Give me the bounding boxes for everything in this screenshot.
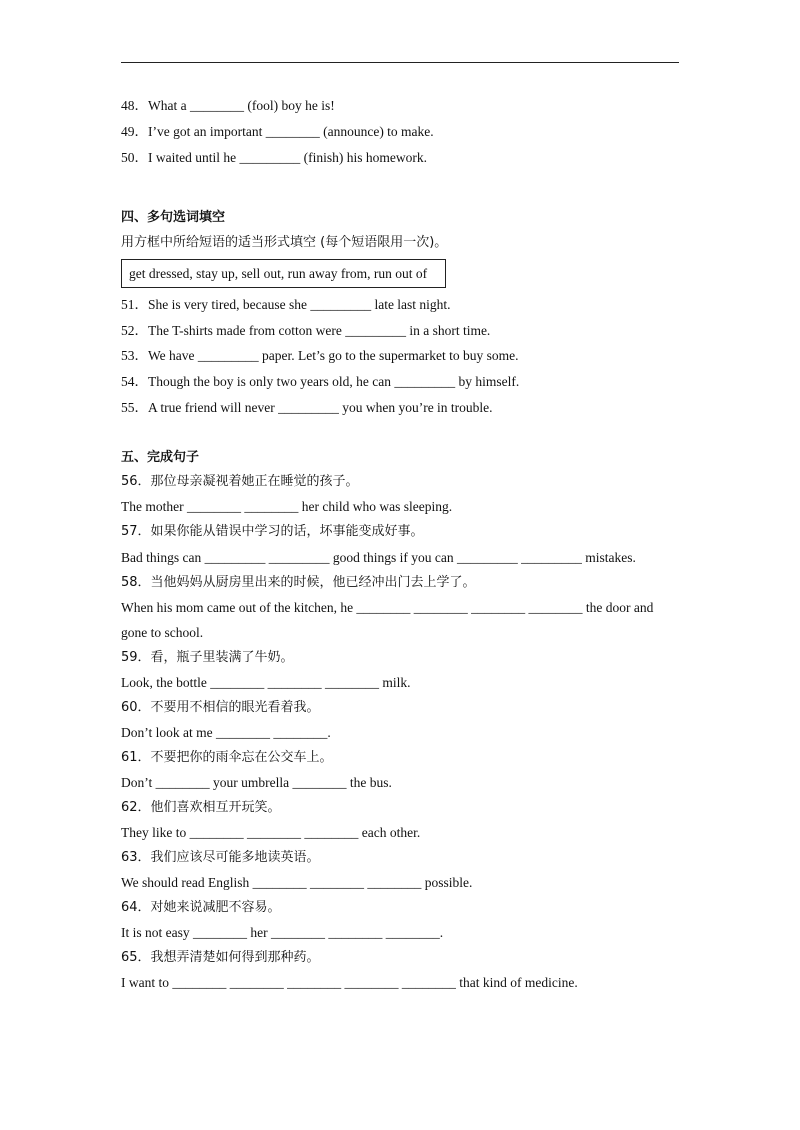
question-61-cn: 61．不要把你的雨伞忘在公交车上。 bbox=[121, 750, 333, 765]
question-64-en: It is not easy ________ her ________ ________ ________. bbox=[121, 925, 444, 940]
question-63-cn: 63．我们应该尽可能多地读英语。 bbox=[121, 850, 320, 865]
question-63-en: We should read English ________ ________ ________ possible. bbox=[121, 875, 473, 890]
question-51: 51．She is very tired, because she _________ late last night. bbox=[121, 297, 451, 312]
question-49: 49．I’ve got an important ________ (announce) to make. bbox=[121, 124, 434, 139]
question-58-en: When his mom came out of the kitchen, he ________ ________ ________ ________ the door and bbox=[121, 600, 654, 615]
question-59-en: Look, the bottle ________ ________ ________ milk. bbox=[121, 675, 411, 690]
question-59-cn: 59．看，瓶子里装满了牛奶。 bbox=[121, 650, 294, 665]
header-rule bbox=[121, 62, 679, 63]
question-62-en: They like to ________ ________ ________ each other. bbox=[121, 825, 421, 840]
question-60-en: Don’t look at me ________ ________. bbox=[121, 725, 331, 740]
question-54: 54．Though the boy is only two years old, he can _________ by himself. bbox=[121, 374, 520, 389]
question-58-en-cont: gone to school. bbox=[121, 625, 204, 640]
section-5-heading: 五、完成句子 bbox=[121, 450, 200, 465]
question-48: 48．What a ________ (fool) boy he is! bbox=[121, 98, 335, 113]
question-57-en: Bad things can _________ _________ good things if you can _________ _________ mistakes. bbox=[121, 550, 636, 565]
question-56-en: The mother ________ ________ her child who was sleeping. bbox=[121, 499, 453, 514]
question-65-cn: 65．我想弄清楚如何得到那种药。 bbox=[121, 950, 320, 965]
question-50: 50．I waited until he _________ (finish) his homework. bbox=[121, 150, 427, 165]
question-53: 53．We have _________ paper. Let’s go to the supermarket to buy some. bbox=[121, 348, 519, 363]
question-65-en: I want to ________ ________ ________ ________ ________ that kind of medicine. bbox=[121, 975, 578, 990]
word-box-text: get dressed, stay up, sell out, run away from, run out of bbox=[129, 266, 428, 281]
question-55: 55．A true friend will never _________ you when you’re in trouble. bbox=[121, 400, 493, 415]
question-52: 52．The T-shirts made from cotton were _________ in a short time. bbox=[121, 323, 491, 338]
question-58-cn: 58．当他妈妈从厨房里出来的时候，他已经冲出门去上学了。 bbox=[121, 575, 476, 590]
section-4-heading: 四、多句选词填空 bbox=[121, 210, 226, 225]
word-box bbox=[121, 259, 446, 288]
section-4-instruction: 用方框中所给短语的适当形式填空 (每个短语限用一次)。 bbox=[121, 235, 448, 250]
question-56-cn: 56．那位母亲凝视着她正在睡觉的孩子。 bbox=[121, 474, 359, 489]
question-57-cn: 57．如果你能从错误中学习的话，坏事能变成好事。 bbox=[121, 524, 424, 539]
question-64-cn: 64．对她来说减肥不容易。 bbox=[121, 900, 281, 915]
question-60-cn: 60．不要用不相信的眼光看着我。 bbox=[121, 700, 320, 715]
question-61-en: Don’t ________ your umbrella ________ the bus. bbox=[121, 775, 392, 790]
question-62-cn: 62．他们喜欢相互开玩笑。 bbox=[121, 800, 281, 815]
